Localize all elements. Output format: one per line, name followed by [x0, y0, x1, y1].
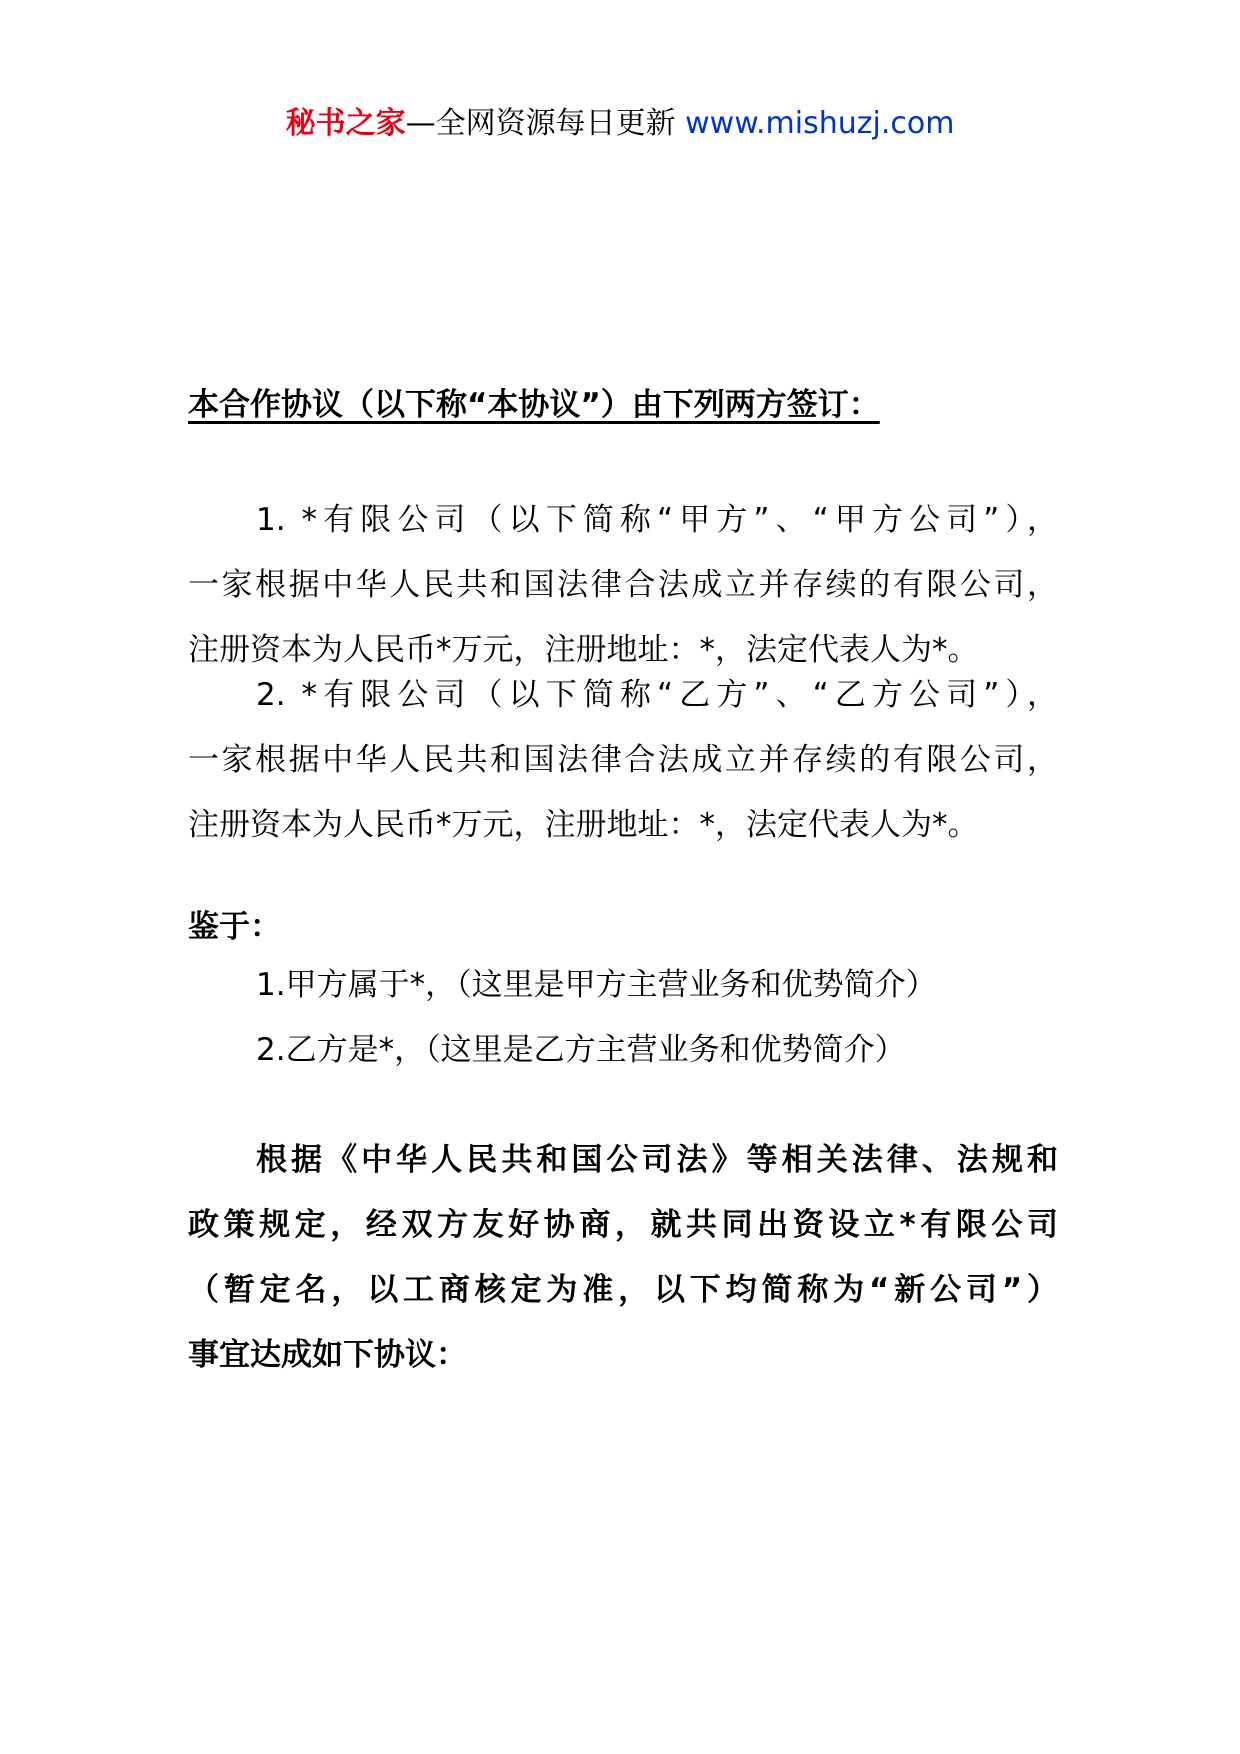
page-header — [0, 100, 1240, 148]
party-b-line-3: 注册资本为人民币*万元，注册地址：*，法定代表人为*。 — [188, 807, 979, 843]
intro-heading-block — [188, 373, 1058, 438]
party-a-clause — [188, 488, 1058, 683]
whereas-heading-block — [188, 895, 1058, 960]
header-slogan: —全网资源每日更新 — [405, 106, 686, 141]
intro-heading: 本合作协议（以下称“本协议”）由下列两方签订： — [188, 387, 880, 423]
basis-line-4: 事宜达成如下协议： — [188, 1337, 467, 1373]
party-b-line-2: 一家根据中华人民共和国法律合法成立并存续的有限公司， — [188, 742, 1058, 778]
party-b-line-1: 2. *有限公司（以下简称“乙方”、“乙方公司”）， — [256, 677, 1058, 713]
party-a-line-3: 注册资本为人民币*万元，注册地址：*，法定代表人为*。 — [188, 632, 979, 668]
party-a-line-2: 一家根据中华人民共和国法律合法成立并存续的有限公司， — [188, 567, 1058, 603]
website-url[interactable]: www.mishuzj.com — [685, 106, 955, 141]
party-b-clause — [188, 663, 1058, 858]
whereas-item-2: 2.乙方是*，（这里是乙方主营业务和优势简介） — [256, 1032, 906, 1068]
basis-line-3: （暂定名，以工商核定为准，以下均简称为“新公司”） — [188, 1272, 1058, 1308]
basis-line-2: 政策规定，经双方友好协商，就共同出资设立*有限公司 — [188, 1207, 1058, 1243]
whereas-heading: 鉴于： — [188, 909, 281, 945]
whereas-list — [188, 953, 1058, 1083]
party-a-line-1: 1. *有限公司（以下简称“甲方”、“甲方公司”）， — [256, 502, 1058, 538]
whereas-item-1: 1.甲方属于*，（这里是甲方主营业务和优势简介） — [256, 967, 937, 1003]
basis-paragraph — [188, 1128, 1058, 1388]
basis-line-1: 根据《中华人民共和国公司法》等相关法律、法规和 — [256, 1142, 1058, 1178]
brand-name: 秘书之家 — [285, 106, 406, 141]
